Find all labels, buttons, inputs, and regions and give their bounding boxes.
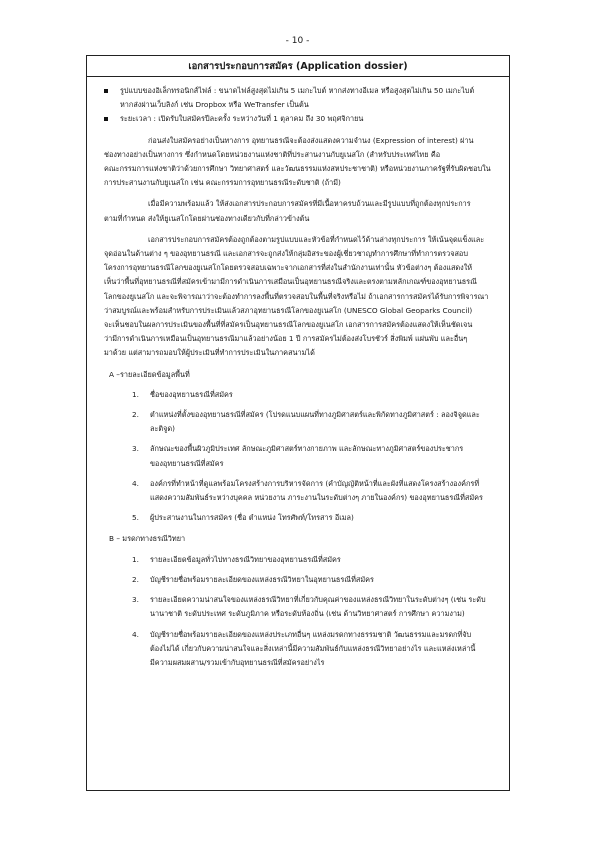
section-a-heading: A –รายละเอียดข้อมูลพื้นที่ [109, 369, 190, 379]
item-line: ชื่อของอุทยานธรณีที่สมัคร [150, 389, 233, 399]
bullet-item-period [87, 112, 509, 126]
paragraph-line: เอกสารประกอบการสมัครต้องถูกต้องตามรูปแบบและหัวข้อที่กำหนดไว้ด้านล่างทุกประการ ให้เน้นจุดแข็งและ [148, 234, 485, 244]
paragraph-line: ก่อนส่งใบสมัครอย่างเป็นทางการ อุทยานธรณีจะต้องส่งแสดงความจำนง (Expression of interest) ผ่าน [148, 135, 474, 145]
page-number: - 10 - [285, 36, 310, 46]
item-line: แสดงความสัมพันธ์ระหว่างบุคคล หน่วยงาน ภาระงานในระดับต่างๆ ภายในองค์กร) ของอุทยานธรณีที่สมัคร [150, 493, 483, 503]
bullet-line: ระยะเวลา : เปิดรับใบสมัครปีละครั้ง ระหว่างวันที่ 1 ตุลาคม ถึง 30 พฤศจิกายน [120, 114, 364, 124]
section-b-heading: B – มรดกทางธรณีวิทยา [109, 534, 186, 544]
numbered-item [87, 593, 509, 621]
square-bullet-icon [104, 117, 108, 121]
item-number: 3. [132, 444, 139, 454]
paragraph-line: การประสานงานกับยูเนสโก เช่น คณะกรรมการอุทยานธรณีระดับชาติ (ถ้ามี) [104, 178, 341, 188]
item-number: 1. [132, 554, 139, 564]
numbered-item [87, 573, 509, 587]
paragraph-line: มาด้วย แต่สามารถมอบให้ผู้ประเมินที่ทำการประเมินในภาคสนามได้ [104, 348, 315, 358]
item-line: บัญชีรายชื่อพร้อมรายละเอียดของแหล่งประเภทอื่นๆ แหล่งมรดกทางธรรมชาติ วัฒนธรรมและมรดกที่จับ [150, 629, 472, 639]
item-line: ของอุทยานธรณีที่สมัคร [150, 458, 224, 468]
paragraph-line: เห็นว่าพื้นที่อุทยานธรณีที่สมัครเข้ามามีการดำเนินการเสมือนเป็นอุทยานธรณีจริงและตรงตามหลักเกณฑ์ของอุทยานธรณี [104, 277, 477, 287]
item-line: ลักษณะของพื้นผิวภูมิประเทศ ลักษณะภูมิศาสตร์ทางกายภาพ และลักษณะทางภูมิศาสตร์ของประชากร [150, 444, 464, 454]
paragraph-line: โครงการอุทยานธรณีโลกของยูเนสโกโดยตรวจสอบเฉพาะจากเอกสารที่ส่งในสำนักงานเท่านั้น หัวข้อต่างๆ ต้องแสดงให้ [104, 263, 473, 273]
item-line: ละติจูด) [150, 424, 175, 434]
bullet-line: หากส่งผ่านเว็บลิงก์ เช่น Dropbox หรือ WeTransfer เป็นต้น [120, 100, 309, 110]
item-number: 2. [132, 410, 139, 420]
item-number: 2. [132, 574, 139, 584]
item-line: ตำแหน่งที่ตั้งของอุทยานธรณีที่สมัคร (โปรดแนบแผนที่ทางภูมิศาสตร์และพิกัดทางภูมิศาสตร์ : ลองจิจูดและ [150, 410, 480, 420]
paragraph-submission [87, 197, 509, 225]
paragraph-line: ช่องทางอย่างเป็นทางการ ซึ่งกำหนดโดยหน่วยงานแห่งชาติที่ประสานงานกับยูเนสโก (สำหรับประเทศไทย คือ [104, 149, 441, 159]
paragraph-line: เมื่อมีความพร้อมแล้ว ให้ส่งเอกสารประกอบการสมัครที่มีเนื้อหาครบถ้วนและมีรูปแบบที่ถูกต้องทุกประการ [148, 199, 471, 209]
paragraph-line: จะเห็นชอบในผลการประเมินของพื้นที่ที่สมัครเป็นอุทยานธรณีโลกของยูเนสโก เอกสารการสมัครต้องแสดงให้เห็นชัดเจน [104, 320, 473, 330]
paragraph-line: คณะกรรมการแห่งชาติว่าด้วยการศึกษา วิทยาศาสตร์ และวัฒนธรรมแห่งสหประชาชาติ) หรือหน่วยงานภาครัฐที่รับผิดชอบใน [104, 164, 491, 174]
document-title: เอกสารประกอบการสมัคร (Application dossier) [87, 56, 509, 77]
paragraph-line: ว่าสมบูรณ์และพร้อมสำหรับการประเมินแล้วสภาอุทยานธรณีโลกของยูเนสโก (UNESCO Global Geoparks Council) [104, 305, 473, 315]
document-body [87, 84, 509, 670]
bullet-line: รูปแบบของอิเล็กทรอนิกส์ไฟล์ : ขนาดไฟล์สูงสุดไม่เกิน 5 เมกะไบต์ หากส่งทางอีเมล หรือสูงสุดไม่เกิน 50 เมกะไบต์ [120, 86, 475, 95]
paragraph-dossier-requirements [87, 233, 509, 361]
item-line: รายละเอียดความน่าสนใจของแหล่งธรณีวิทยาที่เกี่ยวกับคุณค่าของแหล่งธรณีวิทยาในระดับต่างๆ (เช่น ระดับ [150, 595, 486, 605]
numbered-item [87, 628, 509, 671]
item-line: ต้องไม่ได้ เกี่ยวกับความน่าสนใจและสิ่งเหล่านี้มีความสัมพันธ์กับแหล่งธรณีวิทยาอย่างไร และแหล่งเหล่านี้ [150, 643, 476, 653]
numbered-item [87, 442, 509, 470]
paragraph-line: ตามที่กำหนด ส่งให้ยูเนสโกโดยผ่านช่องทางเดียวกับที่กล่าวข้างต้น [104, 213, 310, 223]
item-number: 3. [132, 595, 139, 605]
item-number: 5. [132, 513, 139, 523]
numbered-item [87, 477, 509, 505]
item-line: นานาชาติ ระดับประเทศ ระดับภูมิภาค หรือระดับท้องถิ่น (เช่น ด้านวิทยาศาสตร์ การศึกษา ความงาม) [150, 609, 465, 619]
paragraph-expression-of-interest [87, 134, 509, 191]
numbered-item [87, 388, 509, 402]
item-number: 1. [132, 389, 139, 399]
numbered-item [87, 511, 509, 525]
document-frame [86, 55, 510, 791]
item-line: ผู้ประสานงานในการสมัคร (ชื่อ ตำแหน่ง โทรศัพท์/โทรสาร อีเมล) [150, 513, 354, 523]
square-bullet-icon [104, 89, 108, 93]
item-number: 4. [132, 629, 139, 639]
paragraph-line: โลกของยูเนสโก และจะพิจารณาว่าจะต้องทำการลงพื้นที่ตรวจสอบในพื้นที่จริงหรือไม่ ถ้าเอกสารการสมัครได้รับการพิจารณา [104, 291, 489, 301]
item-line: มีความผสมผสาน/รวมเข้ากับอุทยานธรณีที่สมัครอย่างไร [150, 657, 325, 667]
item-line: บัญชีรายชื่อพร้อมรายละเอียดของแหล่งธรณีวิทยาในอุทยานธรณีที่สมัคร [150, 574, 374, 584]
paragraph-line: จุดอ่อนในด้านต่าง ๆ ของอุทยานธรณี และเอกสารจะถูกส่งให้กลุ่มอิสระของผู้เชี่ยวชาญทำการศึกษาที่ทำการตรวจสอบ [104, 249, 468, 259]
item-line: รายละเอียดข้อมูลทั่วไปทางธรณีวิทยาของอุทยานธรณีที่สมัคร [150, 554, 341, 564]
item-line: องค์กรที่ทำหน้าที่ดูแลพร้อมโครงสร้างการบริหารจัดการ (คำบัญญัติหน้าที่และผังที่แสดงโครงสร้างองค์กรที่ [150, 478, 480, 488]
bullet-item-file-format [87, 84, 509, 112]
numbered-item [87, 408, 509, 436]
numbered-item [87, 553, 509, 567]
paragraph-line: ว่ามีการดำเนินการเหมือนเป็นอุทยานธรณีมาแล้วอย่างน้อย 1 ปี การสมัครไม่ต้องส่งโบรชัวร์ สิ่งพิมพ์ แผ่นพับ และอื่นๆ [104, 334, 468, 344]
item-number: 4. [132, 478, 139, 488]
